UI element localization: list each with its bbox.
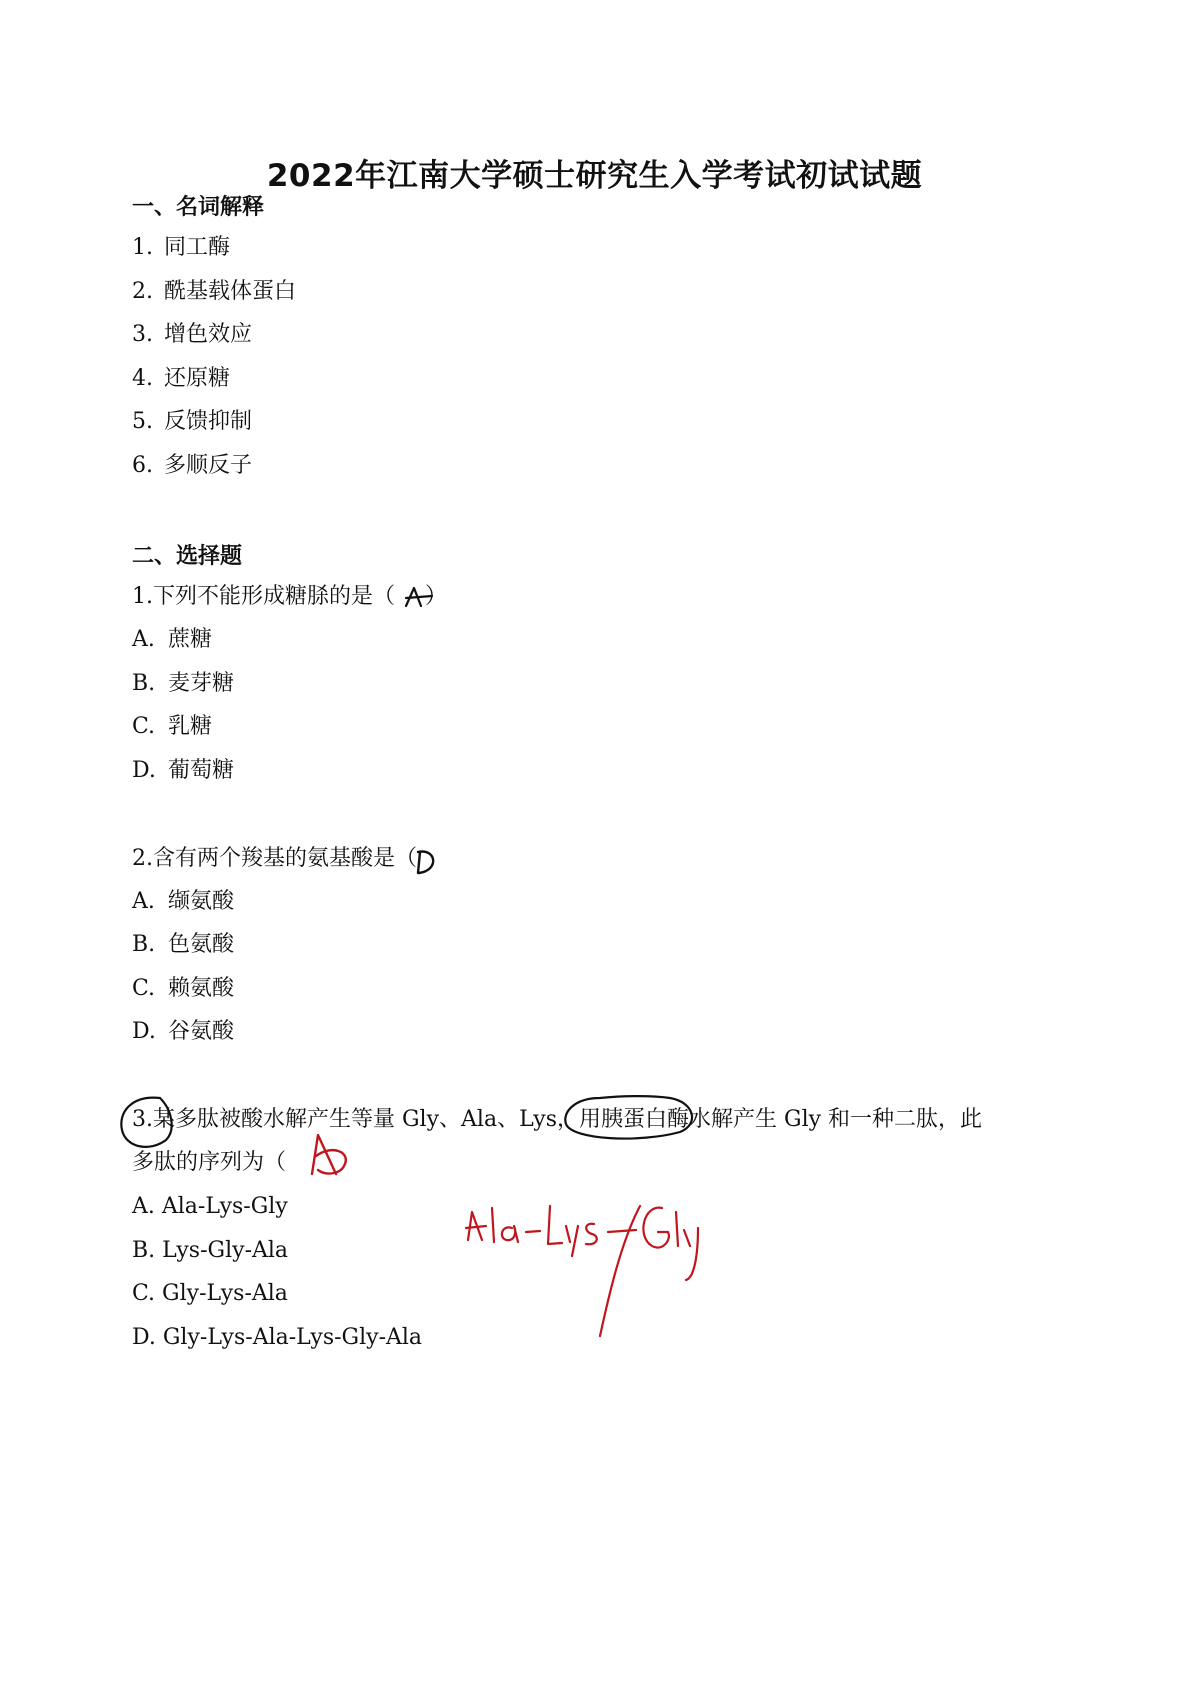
definition-item [132, 321, 252, 349]
definition-item [132, 234, 230, 262]
option-text: 缬氨酸 [168, 889, 235, 914]
question-1-option [132, 757, 234, 785]
question-3-stem-line2: 多肽的序列为（ [132, 1150, 287, 1175]
item-number: 2. [132, 279, 153, 304]
question-3-option: B. Lys-Gly-Ala [132, 1238, 289, 1263]
option-text: 赖氨酸 [168, 976, 235, 1001]
option-text: 色氨酸 [168, 932, 235, 957]
item-number: 4. [132, 366, 153, 391]
question-1-stem [132, 583, 447, 611]
option-text: 乳糖 [168, 714, 213, 739]
q2-handwritten-answer [418, 852, 433, 873]
option-letter: A. [132, 627, 155, 652]
option-letter: C. [132, 976, 156, 1001]
closing-paren: ） [425, 584, 448, 609]
question-2-option [132, 888, 234, 916]
section-heading-multiple-choice: 二、选择题 [132, 544, 243, 569]
question-2-stem [132, 845, 417, 873]
item-text: 反馈抑制 [164, 409, 253, 434]
question-3-option: C. Gly-Lys-Ala [132, 1281, 288, 1306]
q3-handwritten-note [466, 1206, 698, 1336]
q3-handwritten-answer [312, 1135, 346, 1174]
question-text: 2.含有两个羧基的氨基酸是（ [132, 846, 417, 871]
definition-item [132, 278, 296, 306]
question-3-option: A. Ala-Lys-Gly [132, 1194, 288, 1219]
item-text: 同工酶 [164, 235, 231, 260]
question-2-option [132, 931, 234, 959]
question-2-option [132, 1018, 234, 1046]
option-letter: B. [132, 932, 156, 957]
question-1-option [132, 670, 234, 698]
item-number: 1. [132, 235, 153, 260]
option-letter: D. [132, 758, 156, 783]
item-number: 5. [132, 409, 153, 434]
option-letter: D. [132, 1019, 156, 1044]
option-text: 麦芽糖 [168, 671, 235, 696]
definition-item [132, 365, 230, 393]
item-text: 增色效应 [164, 322, 253, 347]
definition-item [132, 408, 252, 436]
item-number: 3. [132, 322, 153, 347]
item-text: 还原糖 [164, 366, 231, 391]
option-text: 葡萄糖 [168, 758, 235, 783]
item-text: 多顺反子 [164, 453, 253, 478]
option-letter: A. [132, 889, 155, 914]
question-1-option [132, 713, 212, 741]
question-3-option: D. Gly-Lys-Ala-Lys-Gly-Ala [132, 1325, 423, 1350]
question-text: 1.下列不能形成糖脎的是（ [132, 584, 395, 609]
item-number: 6. [132, 453, 153, 478]
item-text: 酰基载体蛋白 [164, 279, 297, 304]
question-2-option [132, 975, 234, 1003]
option-text: 谷氨酸 [168, 1019, 235, 1044]
option-text: 蔗糖 [168, 627, 213, 652]
question-3-stem-line1: 3.某多肽被酸水解产生等量 Gly、Ala、Lys，用胰蛋白酶水解产生 Gly 和一种二肽，此 [132, 1107, 983, 1132]
page-title: 2022年江南大学硕士研究生入学考试初试试题 [266, 158, 923, 194]
question-1-option [132, 626, 212, 654]
option-letter: C. [132, 714, 156, 739]
section-heading-definitions: 一、名词解释 [132, 195, 265, 220]
definition-item [132, 452, 252, 480]
option-letter: B. [132, 671, 156, 696]
